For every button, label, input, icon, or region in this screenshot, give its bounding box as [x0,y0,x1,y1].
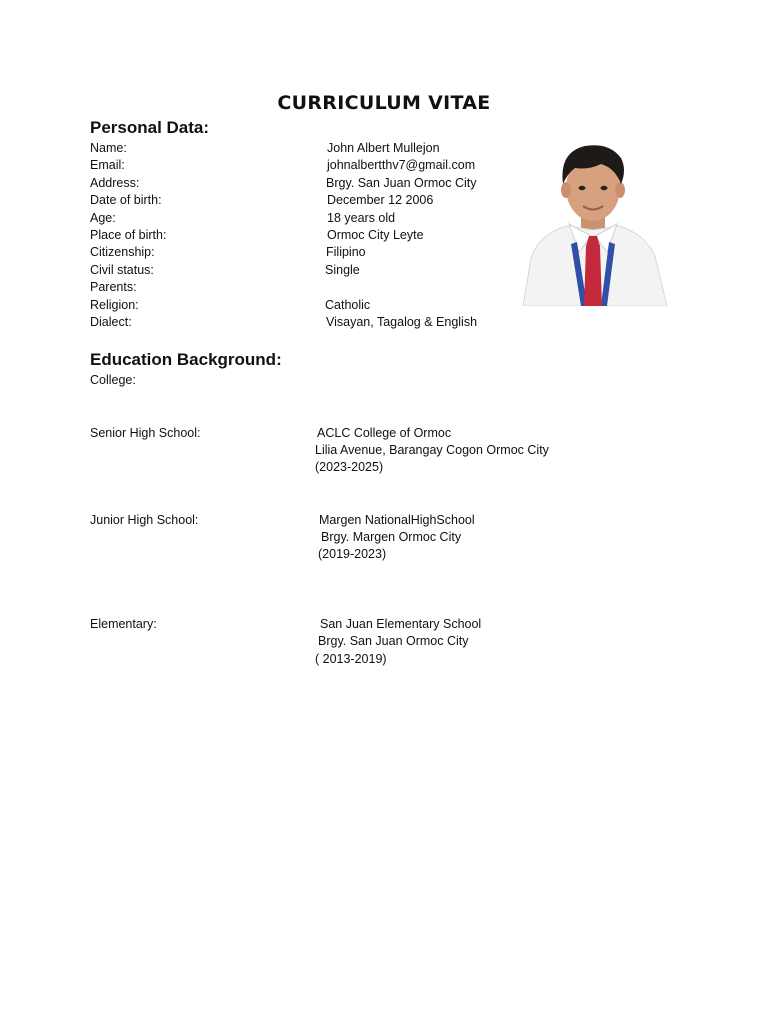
date-of-birth-value: December 12 2006 [327,193,434,207]
email-value: johnalbertthv7@gmail.com [327,158,476,172]
elementary-years: ( 2013-2019) [315,652,387,666]
senior-high-label: Senior High School: [90,426,201,440]
citizenship-label: Citizenship: [90,245,155,259]
profile-photo [505,118,677,306]
junior-high-years: (2019-2023) [318,547,387,561]
age-label: Age: [90,211,116,225]
civil-status-label: Civil status: [90,263,154,277]
age-value: 18 years old [327,211,396,225]
junior-high-label: Junior High School: [90,513,199,527]
elementary-label: Elementary: [90,617,157,631]
dialect-value: Visayan, Tagalog & English [326,315,478,329]
junior-high-address: Brgy. Margen Ormoc City [321,530,462,544]
junior-high-school-name: Margen NationalHighSchool [319,513,475,527]
senior-high-address: Lilia Avenue, Barangay Cogon Ormoc City [315,443,549,457]
email-label: Email: [90,158,125,172]
address-label: Address: [90,176,140,190]
personal-data-heading: Personal Data: [90,118,210,137]
name-value: John Albert Mullejon [327,141,440,155]
document-title: CURRICULUM VITAE [277,92,491,114]
place-of-birth-value: Ormoc City Leyte [327,228,424,242]
date-of-birth-label: Date of birth: [90,193,162,207]
elementary-address: Brgy. San Juan Ormoc City [318,634,469,648]
dialect-label: Dialect: [90,315,132,329]
education-heading: Education Background: [90,350,282,369]
senior-high-school-name: ACLC College of Ormoc [317,426,452,440]
civil-status-value: Single [325,263,360,277]
place-of-birth-label: Place of birth: [90,228,167,242]
address-value: Brgy. San Juan Ormoc City [326,176,477,190]
name-label: Name: [90,141,127,155]
senior-high-years: (2023-2025) [315,460,384,474]
religion-value: Catholic [325,298,371,312]
religion-label: Religion: [90,298,139,312]
citizenship-value: Filipino [326,245,366,259]
elementary-school-name: San Juan Elementary School [320,617,482,631]
college-label: College: [90,373,136,387]
parents-label: Parents: [90,280,137,294]
